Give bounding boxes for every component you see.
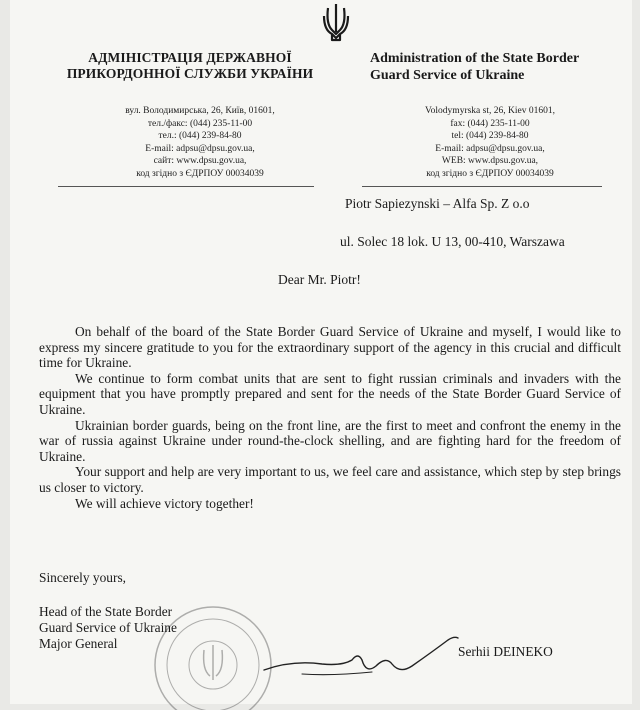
header-ua-line2: ПРИКОРДОННОЇ СЛУЖБИ УКРАЇНИ <box>66 66 314 81</box>
address-english <box>380 105 600 180</box>
body-paragraph: On behalf of the board of the State Border Guard Service of Ukraine and myself, I would like to express my sincere gratitude to you for the extraordinary support of the agency in this crucial and difficult time for Ukraine. <box>39 324 621 371</box>
signature-rank: Major General <box>39 636 118 651</box>
address-line: Volodymyrska st, 26, Kiev 01601, <box>425 106 555 116</box>
body-paragraph: We will achieve victory together! <box>75 495 254 511</box>
address-line: сайт: www.dpsu.gov.ua, <box>153 156 247 166</box>
body-paragraph: Ukrainian border guards, being on the front line, are the first to meet and confront the enemy in the war of russia against Ukraine under round-the-clock shelling, and are fighting hard for the freedom of Ukraine. <box>39 417 621 464</box>
address-line: tel: (044) 239-84-80 <box>451 131 529 141</box>
signature-block <box>39 604 177 652</box>
signature-title-line: Head of the State Border <box>39 604 173 619</box>
closing: Sincerely yours, <box>39 570 127 585</box>
header-english-title <box>370 50 630 84</box>
address-ukrainian <box>80 105 320 180</box>
recipient-address: ul. Solec 18 lok. U 13, 00-410, Warszawa <box>340 234 565 249</box>
header-divider-right <box>362 186 602 187</box>
signature-title-line: Guard Service of Ukraine <box>39 620 177 635</box>
header-en-line1: Administration of the State Border <box>370 51 580 66</box>
letter-page <box>10 0 632 704</box>
address-line: E-mail: adpsu@dpsu.gov.ua, <box>145 143 255 154</box>
trident-icon <box>322 2 350 42</box>
address-line: тел.: (044) 239-84-80 <box>158 131 242 141</box>
address-line: код згідно з ЄДРПОУ 00034039 <box>426 168 554 179</box>
handwritten-signature <box>262 630 462 690</box>
header-divider-left <box>58 186 314 187</box>
address-line: WEB: www.dpsu.gov.ua, <box>441 156 539 166</box>
letter-body <box>39 324 621 511</box>
address-line: код згідно з ЄДРПОУ 00034039 <box>136 168 264 179</box>
address-line: fax: (044) 235-11-00 <box>450 118 530 129</box>
salutation: Dear Mr. Piotr! <box>278 272 361 287</box>
address-line: вул. Володимирська, 26, Київ, 01601, <box>125 106 275 116</box>
signer-name: Serhii DEINEKO <box>458 644 553 659</box>
recipient-name: Piotr Sapiezynski – Alfa Sp. Z o.o <box>345 196 530 211</box>
address-line: E-mail: adpsu@dpsu.gov.ua, <box>435 143 545 154</box>
header-ua-line1: АДМІНІСТРАЦІЯ ДЕРЖАВНОЇ <box>88 50 292 65</box>
header-ukrainian-title <box>60 50 320 82</box>
body-paragraph: Your support and help are very important to us, we feel care and assistance, which step by step brings us closer to victory. <box>39 464 621 495</box>
body-paragraph: We continue to form combat units that are sent to fight russian criminals and invaders with the equipment that you have promptly prepared and sent for the needs of the State Border Guard Service of Ukraine. <box>39 370 621 417</box>
header-en-line2: Guard Service of Ukraine <box>370 68 525 83</box>
address-line: тел./факс: (044) 235-11-00 <box>147 118 253 129</box>
